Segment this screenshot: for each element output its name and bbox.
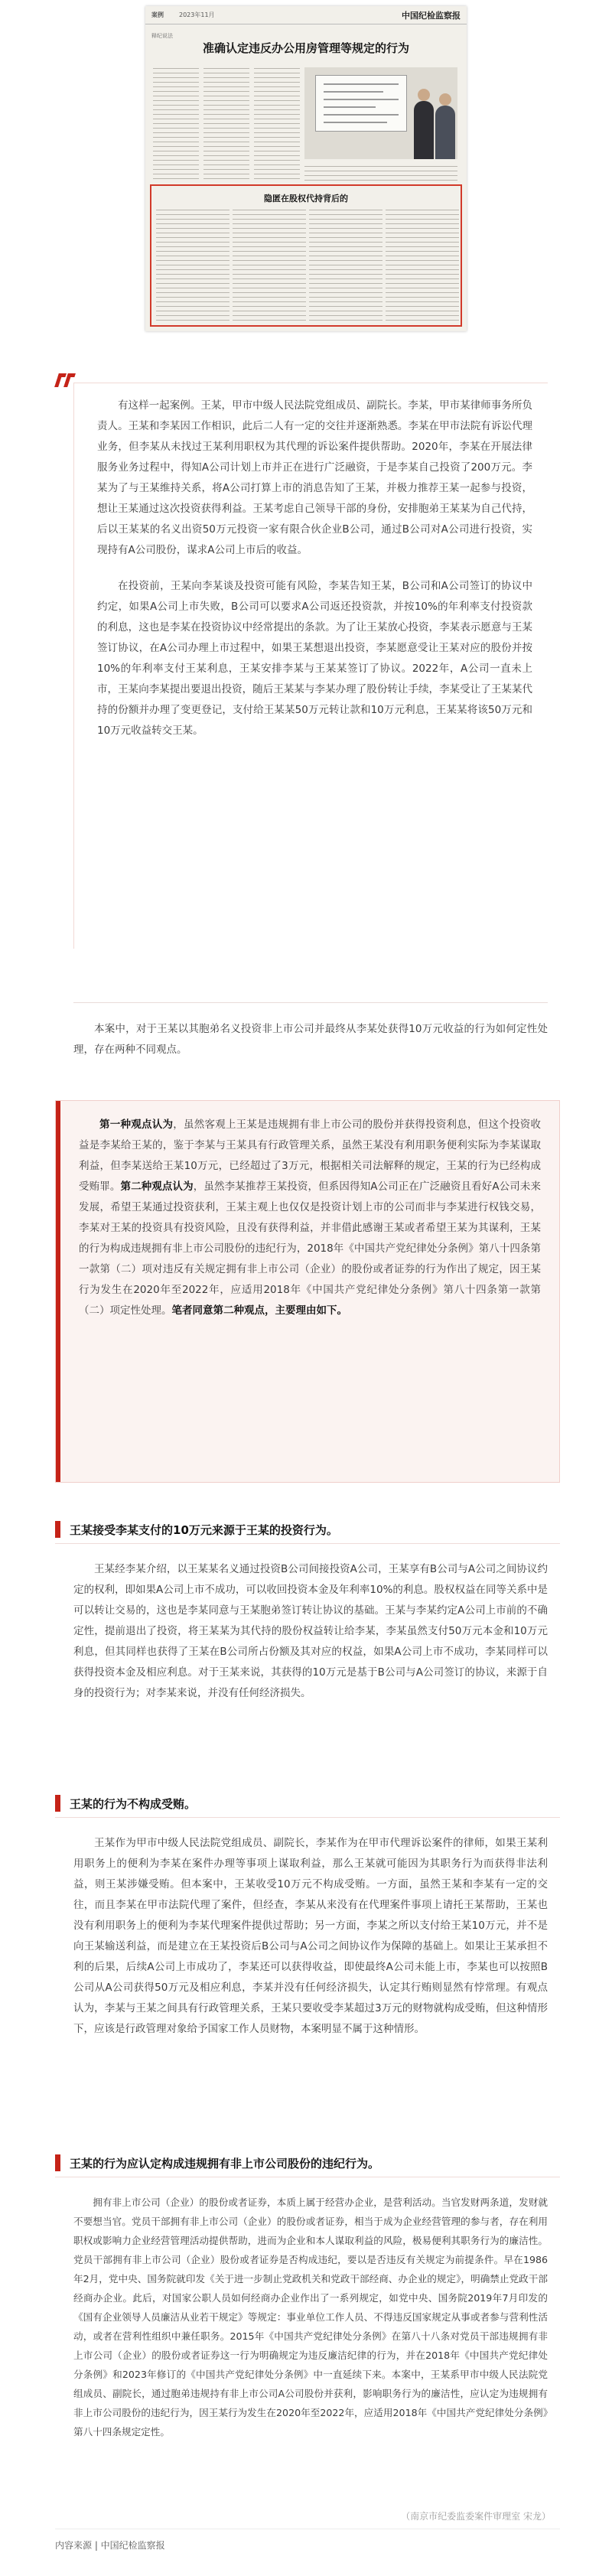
intro-paragraph: 有这样一起案例。王某，甲市中级人民法院党组成员、副院长。李某，甲市某律师事务所负责人。王某和李某因工作相识，此后二人有一定的交往并逐渐熟悉。李某在甲市法院有诉讼代理业务，但李某从未找过王某利用职权为其代理的诉讼案件提供帮助。2020年，李某在开展法律服务业务过程中，得知A公司计划上市并正在进行广泛融资，于是李某自己投资了200万元。李某为了与王某维持关系，将A公司打算上市的消息告知了王某，并极力推荐王某一起参与投资，想让王某通过这次投资获得利益。王某考虑自己领导干部的身份，安排胞弟王某某为自己代持，后以王某某的名义出资50万元投资一家有限合伙企业B公司，通过B公司对A公司进行投资，实现持有A公司股份，谋求A公司上市后的收益。	[97, 399, 532, 556]
section-title: 王某接受李某支付的10万元来源于王某的投资行为。	[70, 1522, 338, 1537]
section-title: 王某的行为不构成受贿。	[70, 1796, 197, 1811]
opinions-box	[55, 1100, 560, 1483]
section-marker	[55, 1521, 60, 1538]
section-paragraph: 拥有非上市公司（企业）的股份或者证券，本质上属于经营办企业，是营利活动。当官发财两条道，发财就不要想当官。党员干部拥有非上市公司（企业）的股份或者证券，相当于成为企业经营管理的参与者，存在利用职权或影响力企业经营管理活动提供帮助，进而为企业和本人谋取利益的风险，极易便利其职务行为的廉洁性。党员干部拥有非上市公司（企业）股份或者证券是否构成违纪，要以是否违反有关规定为前提条件。早在1986年2月，党中央、国务院就印发《关于进一步制止党政机关和党政干部经商、办企业的规定》，明确禁止党政干部经商办企业。此后，对国家公职人员如何经商办企业作出了一系列规定，如党中央、国务院2019年7月印发的《国有企业领导人员廉洁从业若干规定》等规定：事业单位工作人员、不得违反国家规定从事或者参与营利性活动，或者在营利性组织中兼任职务。2015年《中国共产党纪律处分条例》在第八十八条对党员干部违规拥有非上市公司（企业）的股份或者证券这一行为明确规定为违反廉洁纪律的行为，并在2018年《中国共产党纪律处分条例》和2023年修订的《中国共产党纪律处分条例》中一直延续下来。本案中，王某系甲市中级人民法院党组成员、副院长，通过胞弟违规持有非上市公司A公司股份并获利，影响职务行为的廉洁性，应认定为违规拥有非上市公司股份的违纪行为，因王某行为发生在2020年至2022年，应适用2018年《中国共产党纪律处分条例》第八十四条规定定性。	[73, 2197, 548, 2438]
clip-brand: 中国纪检监察报	[402, 10, 461, 21]
clip-section: 案例	[151, 11, 164, 18]
clip-date: 2023年11月	[179, 11, 215, 18]
divider	[73, 1002, 548, 1003]
quote-mark-icon	[55, 373, 75, 387]
clip-text-column	[153, 66, 199, 181]
section-marker	[55, 2154, 60, 2171]
clip-title: 准确认定违反办公用房管理等规定的行为	[202, 41, 409, 55]
section-marker	[55, 1795, 60, 1812]
lead-paragraph-block	[73, 1019, 548, 1060]
newspaper-clip-image	[145, 6, 467, 331]
accent-bar	[56, 1101, 60, 1482]
author-conclusion: 笔者同意第二种观点，主要理由如下。	[171, 1304, 347, 1317]
section-heading	[55, 1792, 560, 1815]
opinions-paragraph	[79, 1115, 541, 1321]
section-body	[73, 2193, 548, 2441]
first-opinion-label: 第一种观点认为	[99, 1119, 174, 1131]
highlighted-article-box	[150, 184, 462, 327]
clip-text-column	[156, 207, 230, 322]
clip-text-column	[304, 164, 457, 181]
section-heading	[55, 1518, 560, 1541]
intro-paragraph: 在投资前，王某向李某谈及投资可能有风险，李某告知王某，B公司和A公司签订的协议中约定，如果A公司上市失败，B公司可以要求A公司返还投资款，并按10%的年利率支付投资款的利息，这也是李某在投资协议中经常提出的条款。为了让王某放心投资，李某表示愿意与王某签订协议，在A公司办理上市过程中，如果王某想退出投资，李某愿意受让王某对应的股份并按10%的年利率支付王某利息，王某安排李某与王某某签订了协议。2022年，A公司一直未上市，王某向李某提出要退出投资，随后王某某与李某办理了股份转让手续，李某受让了王某某代持的份额并办理了变更登记，支付给王某某50万元转让款和10万元利息，王某某将该50万元和10万元收益转交王某。	[97, 580, 532, 737]
clip-text-column	[203, 66, 249, 181]
first-opinion-text: ，虽然客观上王某是违规拥有非上市公司的股份并获得投资利息，但这个投资收益是李某给王某的，鉴于李某与王某具有行政管理关系，虽然王某没有利用职务便利实际为李某谋取利益，但李某送给王某10万元，已经超过了3万元，根据相关司法解释的规定，王某的行为已经构成受贿罪。	[79, 1119, 542, 1193]
section-body	[73, 1833, 548, 2040]
highlighted-article-title: 隐匿在股权代持背后的	[264, 194, 348, 204]
section-title: 王某的行为应认定构成违规拥有非上市公司股份的违纪行为。	[70, 2156, 380, 2171]
clip-header	[145, 6, 467, 24]
section-paragraph: 王某作为甲市中级人民法院党组成员、副院长，李某作为在甲市代理诉讼案件的律师，如果王某利用职务上的便利为李某在案件办理等事项上谋取利益，那么王某就可能因为其职务行为而获得非法利益，则王某涉嫌受贿。但本案中，王某收受10万元不构成受贿。一方面，虽然王某和李某有一定的交往，而且李某在甲市法院代理了案件，但经查，李某从来没有在代理案件事项上请托王某帮助，王某也没有利用职务上的便利为李某代理案件提供过帮助；另一方面，李某之所以支付给王某10万元，并不是向王某输送利益，而是建立在王某投资后B公司与A公司之间协议作为保障的基础上。如果让王某承担不利的后果，后续A公司上市成功了，李某还可以获得收益，即使最终A公司未能上市，李某也可以按照B公司从A公司获得50万元及相应利息，李某并没有任何经济损失，认定其行贿则显然有悖常理。有观点认为，李某与王某之间具有行政管理关系，王某只要收受李某超过3万元的财物就构成受贿，但这种情形下，应该是行政管理对象给予国家工作人员财物，本案明显不属于这种情形。	[73, 1837, 548, 2035]
whiteboard	[315, 75, 407, 132]
content-source: 内容来源 | 中国纪检监察报	[55, 2540, 165, 2551]
lead-paragraph: 本案中，对于王某以其胞弟名义投资非上市公司并最终从李某处获得10万元收益的行为如何定性处理，存在两种不同观点。	[73, 1023, 548, 1056]
second-opinion-text: ，虽然李某推荐王某投资，但系因得知A公司正在广泛融资且看好A公司未来发展，希望王某通过投资获利，王某主观上也仅仅是投资计划上市的公司而非与李某进行权钱交易，李某对王某的投资具有投资风险，且没有获得利益，并非借此感谢王某或者希望王某为其谋利，王某的行为构成违规拥有非上市公司股份的违纪行为，2018年《中国共产党纪律处分条例》第八十四条第一款第（二）项对违反有关规定拥有非上市公司（企业）的股份或者证券的行为作出了规定，因王某行为发生在2020年至2022年，应适用2018年《中国共产党纪律处分条例》第八十四条第一款第（二）项定性处理。	[79, 1181, 542, 1317]
second-opinion-label: 第二种观点认为	[120, 1181, 194, 1193]
section-body	[73, 1559, 548, 1704]
clip-side-tag: 释纪说法	[151, 33, 173, 39]
section-paragraph: 王某经李某介绍，以王某某名义通过投资B公司间接投资A公司，王某享有B公司与A公司之间协议约定的权利，即如果A公司上市不成功，可以收回投资本金及年利率10%的利息。股权权益在同等关系中是可以转让交易的，这也是李某同意与王某胞弟签订转让协议的基础。王某与李某约定A公司上市前的不确定性，提前退出了投资，将王某某为其代持的股份权益转让给李某，李某虽然支付50万元本金和10万元利息，但其同样也获得了王某在B公司所占份额及其对应的权益，如果A公司上市不成功，李某同样可以获得投资本金及相应利息。对于王某来说，其获得的10万元是基于B公司与A公司签订的协议，来源于自身的投资行为；对李某来说，并没有任何经济损失。	[73, 1563, 548, 1699]
clip-text-column	[254, 66, 300, 181]
clip-text-column	[386, 207, 459, 322]
section-heading	[55, 2151, 560, 2174]
case-intro	[73, 383, 548, 949]
clip-photo	[304, 67, 457, 159]
clip-text-column	[233, 207, 306, 322]
clip-text-column	[309, 207, 382, 322]
author-note: （南京市纪委监委案件审理室 宋龙）	[401, 2511, 551, 2522]
